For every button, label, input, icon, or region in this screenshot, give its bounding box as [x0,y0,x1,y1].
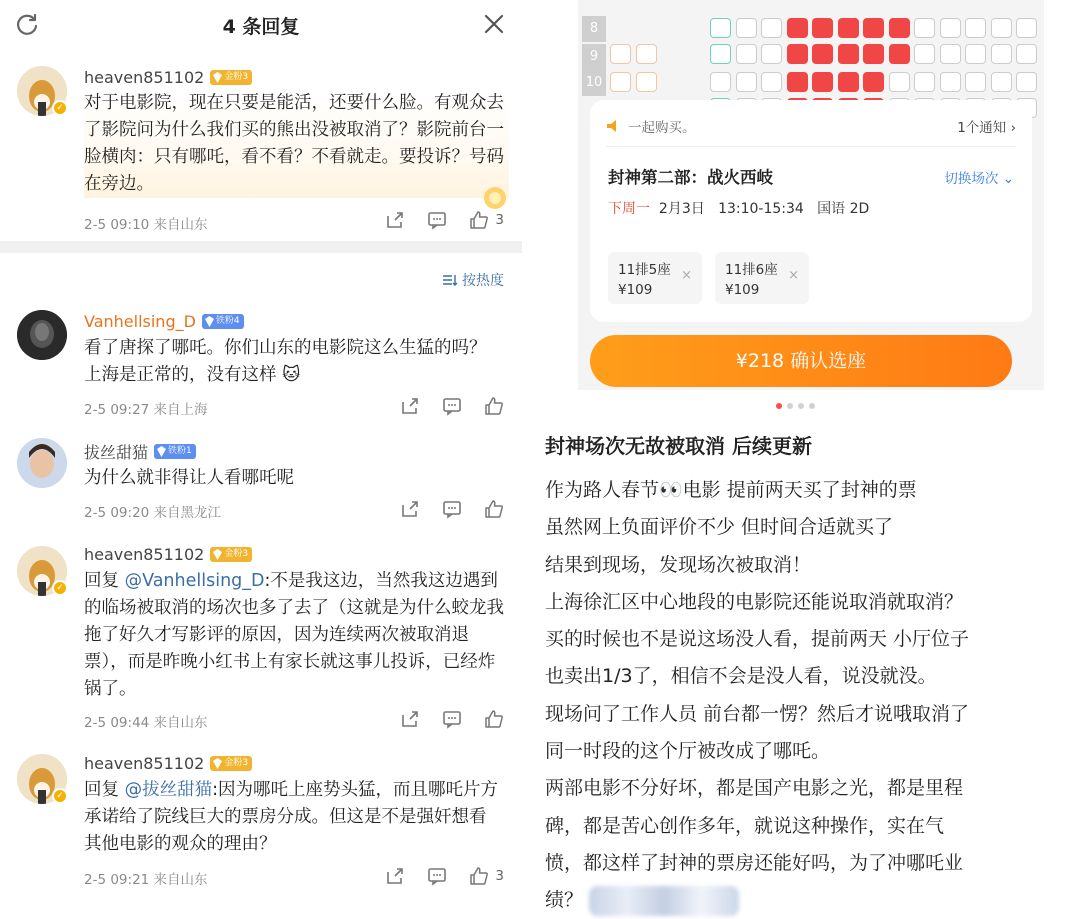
comment-replies-panel [0,0,522,919]
comment-icon[interactable] [427,210,447,230]
seat[interactable] [940,44,961,64]
post-line: 同一时段的这个厅被改成了哪吒。 [545,740,831,763]
post-line: 碑，都是苦心创作多年，就说这种操作，实在气 [545,814,945,837]
seat[interactable] [761,44,782,64]
share-icon[interactable] [400,709,420,729]
post-line: 两部电影不分好坏，都是国产电影之光，都是里程 [545,777,964,800]
seat[interactable] [812,18,833,38]
like-icon[interactable] [469,210,489,230]
seat[interactable] [636,72,657,92]
seat[interactable] [889,72,910,92]
post-line: 作为路人春节👀电影 提前两天买了封神的票 [545,479,917,501]
seat[interactable] [838,44,859,64]
comment-meta: 2-5 09:44 来自山东 [84,715,208,731]
seat-map [578,0,1044,110]
seat[interactable] [787,44,808,64]
fan-badge: 铁粉4 [202,314,244,329]
section-divider [0,241,522,253]
seat[interactable] [710,18,731,38]
comment-icon[interactable] [427,866,447,886]
sort-label: 按热度 [462,273,504,289]
post-line: 结果到现场，发现场次被取消！ [545,553,812,576]
like-icon[interactable] [484,499,504,519]
avatar[interactable] [17,438,67,488]
username[interactable]: heaven851102 [84,544,205,564]
replies-header [0,0,522,50]
seat[interactable] [812,44,833,64]
showtime: 下周一 2月3日 13:10-15:34 国语 2D [608,201,870,217]
sort-by-hot[interactable] [442,270,504,290]
seat[interactable] [863,18,884,38]
seat[interactable] [736,72,757,92]
seat[interactable] [761,72,782,92]
comment-text: 对于电影院，现在只要是能活，还要什么脸。有观众去了影院问为什么我们买的熊出没被取消了？影院前台一脸横肉：只有哪吒，看不看？不看就走。要投诉？号码在旁边。 [84,90,509,198]
username[interactable]: heaven851102 [84,67,205,87]
comment-meta: 2-5 09:10 来自山东 [84,217,208,233]
share-icon[interactable] [385,866,405,886]
row-number: 9 [582,44,606,70]
post-line: 愤，都这样了封神的票房还能好吗，为了冲哪吒业 [545,851,964,874]
seat[interactable] [787,18,808,38]
seat[interactable] [1016,44,1037,64]
chevron-right-icon: › [1010,120,1016,136]
selected-seat[interactable]: 11排5座 ¥109 × [608,252,702,304]
seat[interactable] [736,44,757,64]
comment-icon[interactable] [442,499,462,519]
seat[interactable] [761,18,782,38]
sort-icon [442,273,458,287]
replies-title: 4 条回复 [222,16,300,38]
comment-icon[interactable] [442,709,462,729]
notify-link[interactable]: 1个通知 › [957,120,1016,136]
confirm-seat-button[interactable]: ¥218 确认选座 [590,335,1012,387]
comment-icon[interactable] [442,396,462,416]
post-line: 现场问了工作人员 前台都一愣？然后才说哦取消了 [545,702,970,725]
seat[interactable] [710,44,731,64]
cat-emoji-icon: 🐱 [282,365,301,385]
seat[interactable] [940,18,961,38]
like-count: 3 [495,868,504,884]
share-icon[interactable] [400,499,420,519]
seat[interactable] [889,18,910,38]
comment-text: 回复 @拔丝甜猫:因为哪吒上座势头猛，而且哪吒片方承诺给了院线巨大的票房分成。但这是不是强奸想看其他电影的观众的理由？ [84,780,498,854]
seat[interactable] [863,72,884,92]
like-icon[interactable] [469,866,489,886]
seat[interactable] [838,72,859,92]
seat[interactable] [965,72,986,92]
seat[interactable] [710,72,731,92]
chevron-down-icon: ⌄ [1002,171,1014,187]
seat[interactable] [991,18,1012,38]
seat[interactable] [991,44,1012,64]
seat[interactable] [812,72,833,92]
seat[interactable] [736,18,757,38]
seat[interactable] [965,44,986,64]
seat[interactable] [636,44,657,64]
post-line: 虽然网上负面评价不少 但时间合适就买了 [545,516,894,539]
share-icon[interactable] [400,396,420,416]
reply-comment: ✓ heaven851102 金粉3 回复 @Vanhellsing_D:不是我这边，当然我这边遇到的临场被取消的场次也多了去了（这就是为什么蛟龙我拖了好久才写影评的原因，因为连续两次被取消退票），而是昨晚小红书上有家长就这事儿投诉，已经炸锅了。 2-5 09:44 来自山东 [0,542,522,737]
username[interactable]: Vanhellsing_D [84,311,196,331]
switch-showtime-button[interactable]: 切换场次 ⌄ [944,171,1014,187]
comment-meta: 2-5 09:27 来自上海 [84,402,208,418]
badge-sticker-icon [478,180,512,214]
fan-badge: 金粉3 [210,756,252,771]
notice-bar: 一起购买。 [606,116,696,136]
mention-link[interactable]: @拔丝甜猫 [124,780,213,800]
reply-comment: ✓ heaven851102 金粉3 回复 @拔丝甜猫:因为哪吒上座势头猛，而且哪吒片方承诺给了院线巨大的票房分成。但这是不是强奸想看其他电影的观众的理由？ 2-5 09:21 来自山东 3 [0,752,522,902]
fan-badge: 铁粉1 [154,444,196,459]
reply-comment [0,436,522,526]
share-icon[interactable] [385,210,405,230]
post-line: 上海徐汇区中心地段的电影院还能说取消就取消？ [545,590,964,613]
seat[interactable] [965,18,986,38]
seat[interactable] [610,44,631,64]
order-card [590,100,1032,322]
movie-title: 封神第二部：战火西岐 [608,168,773,187]
post-panel [522,0,1080,919]
speaker-icon [606,119,622,133]
seat[interactable] [610,72,631,92]
seat[interactable] [1016,18,1037,38]
comment-meta: 2-5 09:20 来自黑龙江 [84,505,222,521]
mention-link[interactable]: @Vanhellsing_D [124,571,265,591]
remove-icon[interactable]: × [788,268,799,283]
post-body [545,472,1070,919]
seat[interactable] [914,18,935,38]
seat[interactable] [838,18,859,38]
seat[interactable] [991,72,1012,92]
ticket-screenshot [578,0,1044,390]
seat[interactable] [889,44,910,64]
close-icon[interactable] [482,12,506,36]
row-number: 10 [582,70,606,96]
post-line: 也卖出1/3了，相信不会是没人看，说没就没。 [545,665,937,688]
post-title: 封神场次无故被取消 后续更新 [545,434,812,458]
username[interactable]: heaven851102 [84,753,205,773]
seat[interactable] [1016,72,1037,92]
comment-text: 回复 @Vanhellsing_D:不是我这边，当然我这边遇到的临场被取消的场次也多了去了（这就是为什么蛟龙我拖了好久才写影评的原因，因为连续两次被取消退票），而是昨晚小红书上有家长就这事儿投诉，已经炸锅了。 [84,571,504,699]
blurred-redaction [589,886,739,916]
reply-comment [0,308,522,428]
username[interactable]: 拔丝甜猫 [84,442,149,462]
fan-badge: 金粉3 [210,547,252,562]
seat[interactable] [787,72,808,92]
main-comment: ✓ heaven851102 金粉3 对于电影院，现在只要是能活，还要什么脸。有观众去了影院问为什么我们买的熊出没被取消了？影院前台一脸横肉：只有哪吒，看不看？不看就走。要投诉？号码在旁边。 2-5 09:10 来自山东 3 [0,62,522,242]
seat[interactable] [914,44,935,64]
selected-seat[interactable]: 11排6座 ¥109 × [715,252,809,304]
carousel-indicator[interactable] [776,403,815,409]
comment-text: 为什么就非得让人看哪吒呢 [84,468,294,488]
seat[interactable] [914,72,935,92]
fan-badge: 金粉3 [210,70,252,85]
remove-icon[interactable]: × [681,268,692,283]
seat[interactable] [863,44,884,64]
comment-meta: 2-5 09:21 来自山东 [84,872,208,888]
seat[interactable] [940,72,961,92]
row-number: 8 [582,16,606,42]
post-line: 买的时候也不是说这场没人看，提前两天 小厅位子 [545,628,970,651]
like-icon[interactable] [484,709,504,729]
avatar[interactable] [17,310,67,360]
like-count: 3 [495,212,504,228]
post-line: 绩？ [545,889,584,912]
like-icon[interactable] [484,396,504,416]
comment-text: 看了唐探了哪吒。你们山东的电影院这么生猛的吗？上海是正常的，没有这样 🐱 [84,338,487,385]
